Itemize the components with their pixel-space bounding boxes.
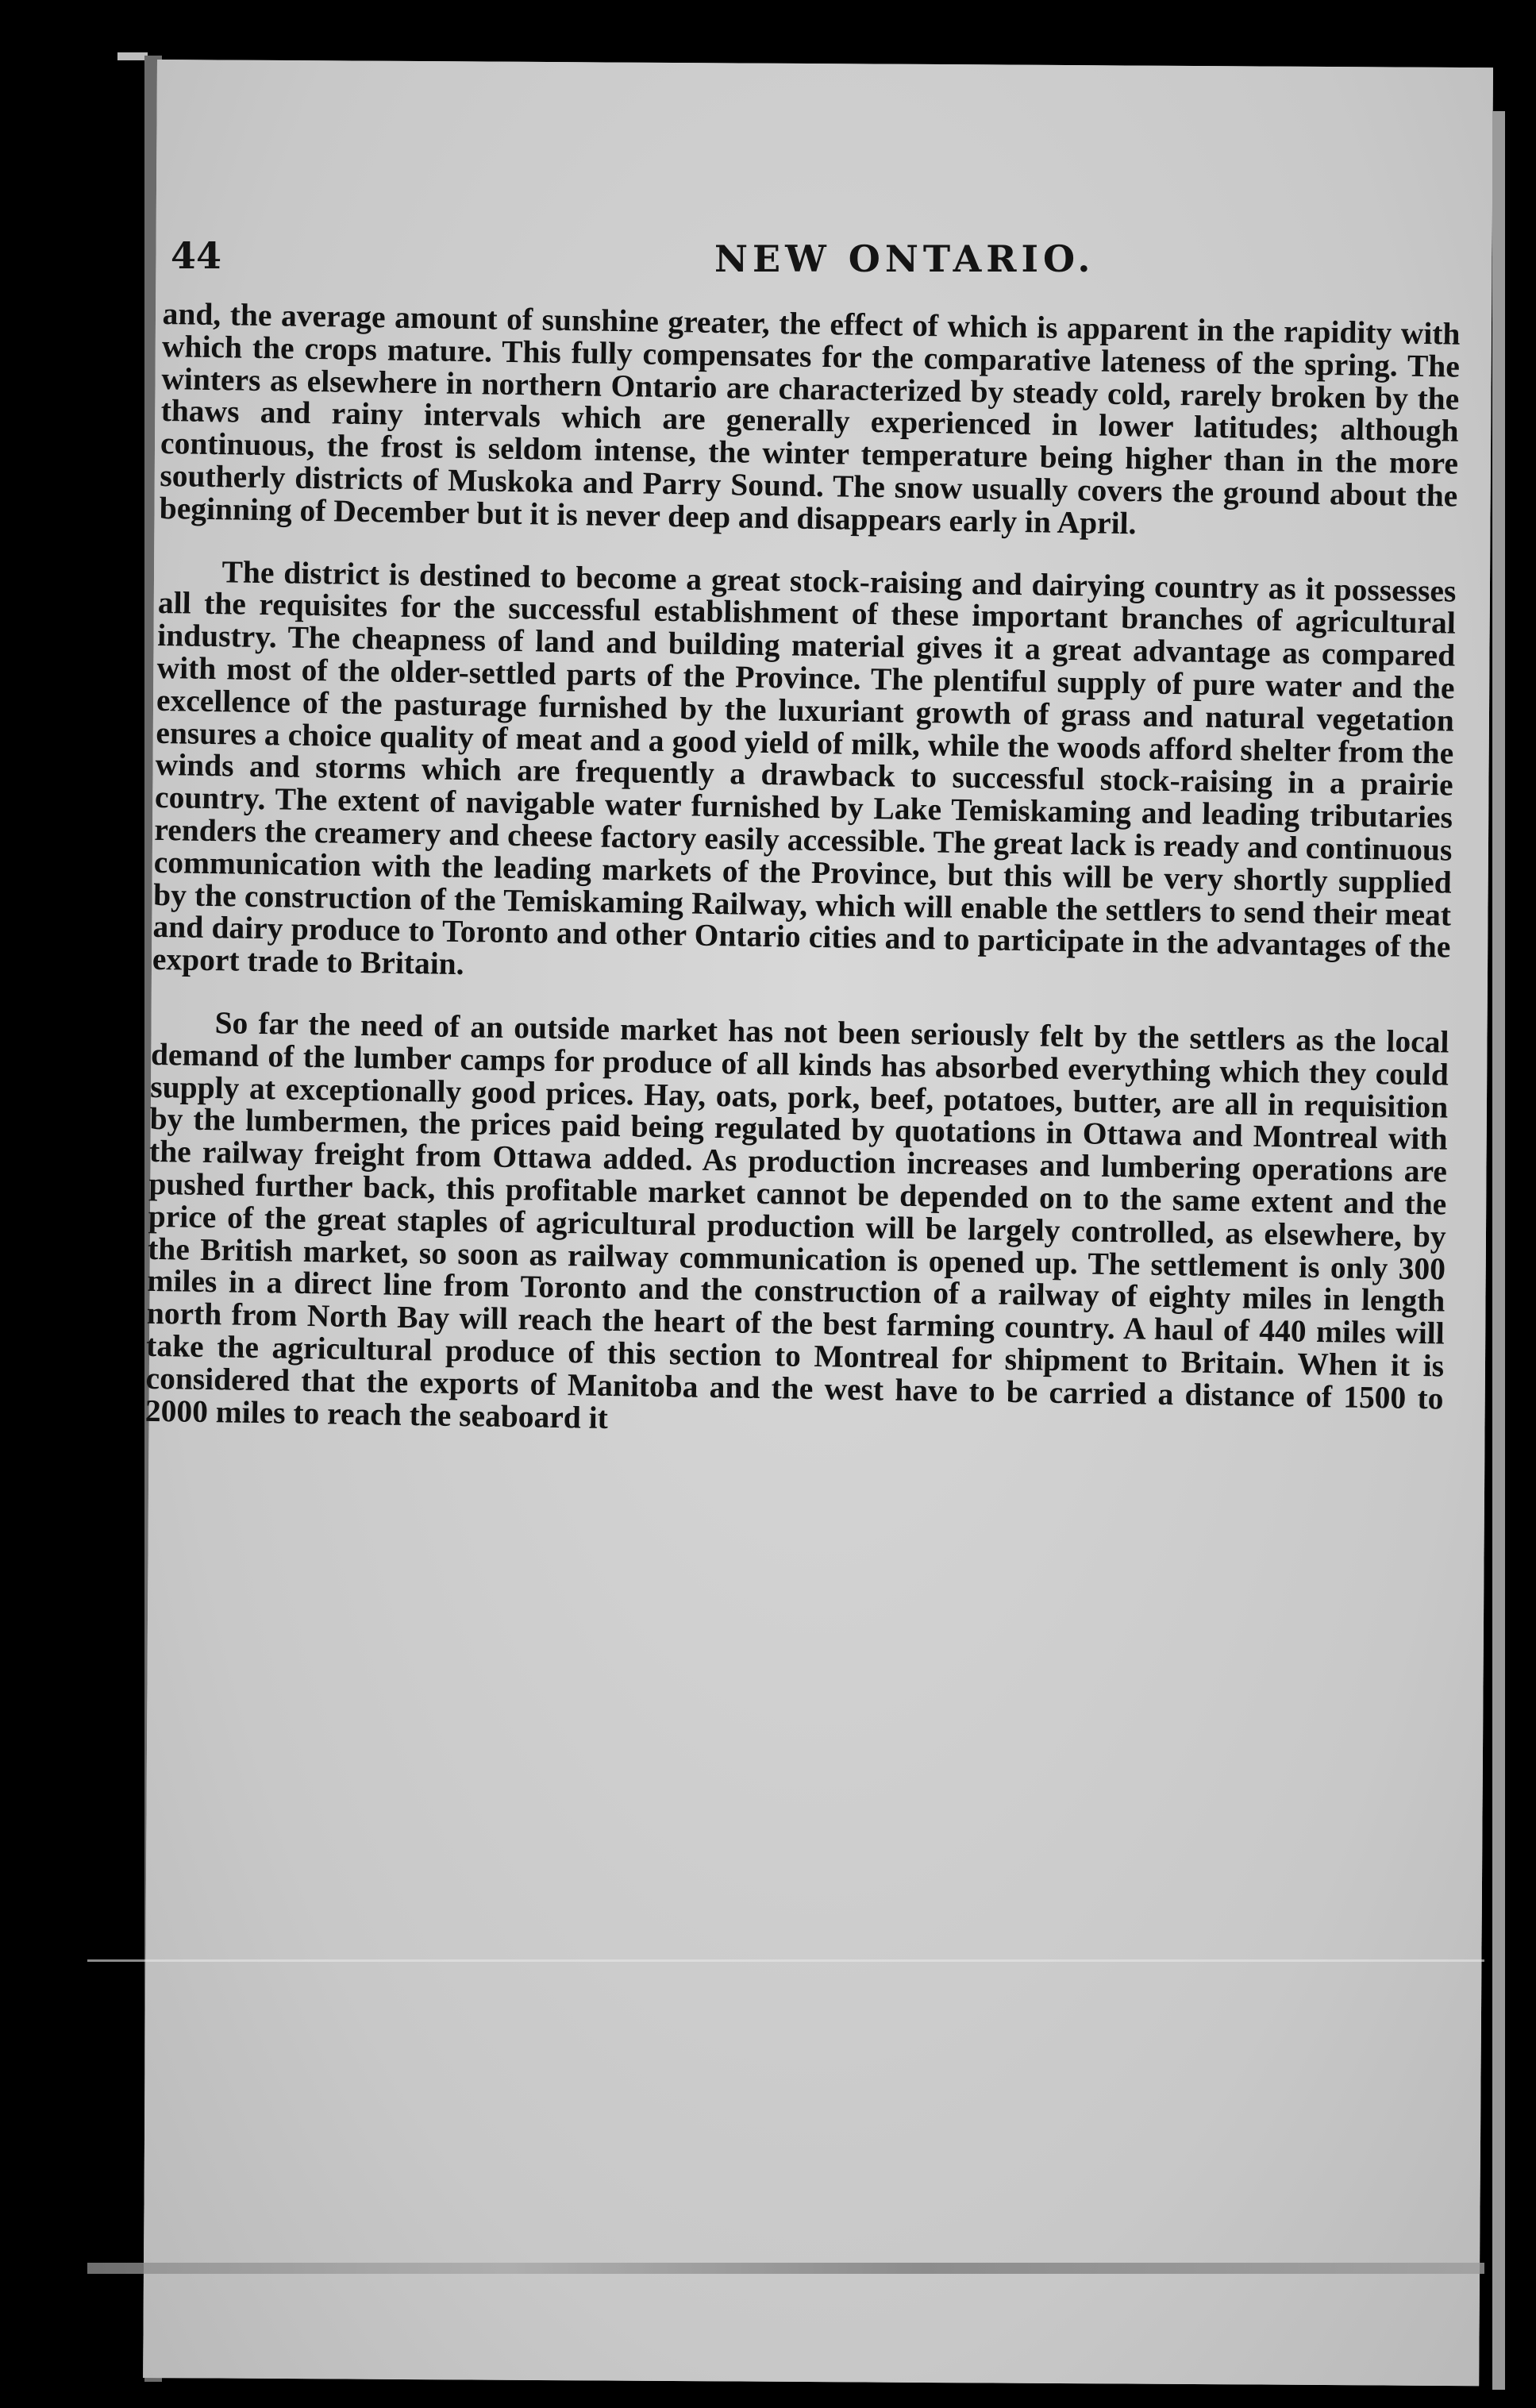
body-text [130,298,1461,2382]
running-title: NEW ONTARIO. [714,237,1095,280]
page-bottom-shadow [87,2263,1484,2274]
scan-artifact-line [87,1959,1484,1962]
page-header [171,234,1409,290]
paragraph-1: and, the average amount of sunshine greater, the effect of which is apparent in the rapidity with which the crops mature. This fully compensates for the comparative lateness of the spring. The winters as elsewhere in northern Ontario are characterized by steady cold, rarely broken by the thaws and rainy intervals which are generally experienced in lower latitudes; although continuous, the frost is seldom intense, the winter temperature being higher than in the more southerly districts of Muskoka and Parry Sound. The snow usually covers the ground about the beginning of December but it is never deep and disappears early in April. [159,296,1461,541]
scan-corner-mark [117,52,148,60]
page-right-edge [1492,111,1505,2390]
paragraph-3: So far the need of an outside market has not been seriously felt by the settlers as the local demand of the lumber camps for produce of all kinds has absorbed everything which they could supply at exceptionally good prices. Hay, oats, pork, beef, potatoes, butter, are all in requisition by the lumbermen, the prices paid being regulated by quotations in Ottawa and Montreal with the railway freight from Ottawa added. As production increases and lumbering operations are pushed further back, this profitable market cannot be depended on to the same extent and the price of the great staples of agricultural production will be largely controlled, as elsewhere, by the British market, so soon as railway communication is opened up. The settlement is only 300 miles in a direct line from Toronto and the construction of a railway of eighty miles in length north from North Bay will reach the heart of the best farming country. A haul of 440 miles will take the agricultural produce of this section to Montreal for shipment to Britain. When it is considered that the exports of Manitoba and the west have to be carried a distance of 1500 to 2000 miles to reach the seaboard it [144,1005,1449,1435]
paragraph-2: The district is destined to become a great stock-raising and dairying country as it possesses all the requisites for the successful establishment of these important branches of agricultural industry. The cheapness of land and building material gives it a great advantage as compared with most of the older-settled parts of the Province. The plentiful supply of pure water and the excellence of the pasturage furnished by the luxuriant growth of grass and natural vegetation ensures a choice quality of meat and a good yield of milk, while the woods afford shelter from the winds and storms which are frequently a drawback to successful stock-raising in a prairie country. The extent of navigable water furnished by Lake Temiskaming and leading tributaries renders the creamery and cheese factory easily accessible. The great lack is ready and continuous communication with the leading markets of the Province, but this will be very shortly supplied by the construction of the Temiskaming Railway, which will enable the settlers to send their meat and dairy produce to Toronto and other Ontario cities and to participate in the advantages of the export trade to Britain. [152,553,1457,982]
page-number: 44 [171,234,222,277]
